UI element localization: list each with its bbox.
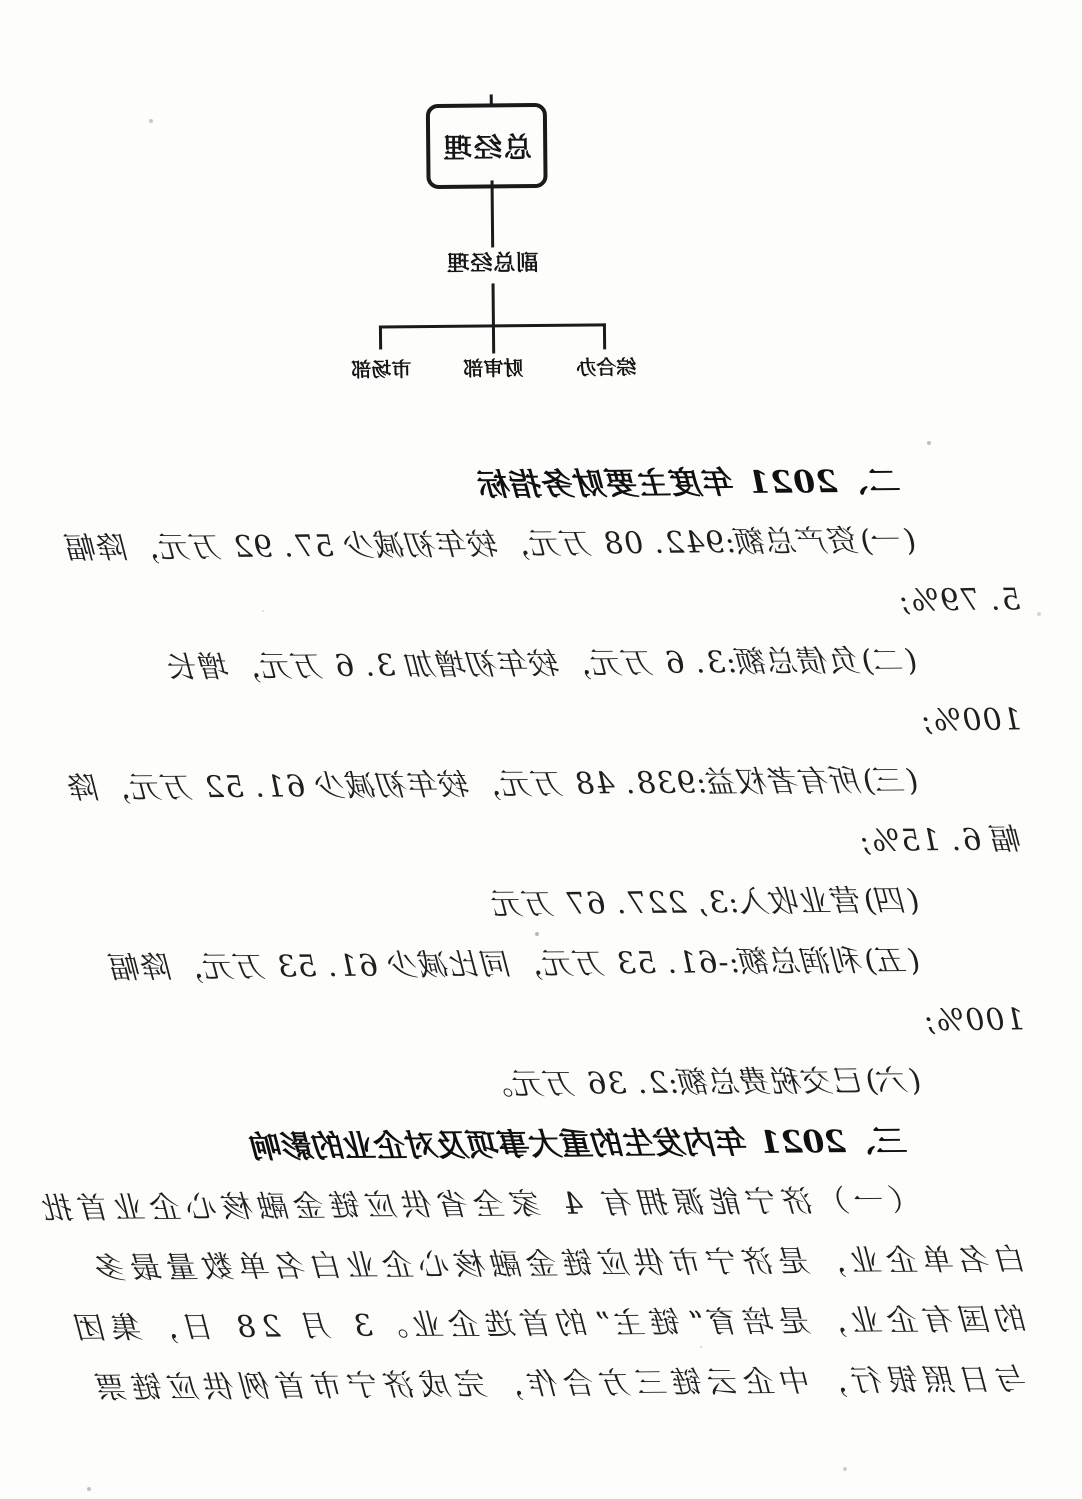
text-line-owners-equity-cont: 幅 6. 15%;	[859, 822, 1024, 859]
section-heading-financial-indicators: 二、2021 年度主要财务指标	[479, 463, 902, 504]
org-chart	[0, 0, 1079, 425]
org-node-dept-general-office: 综合办	[576, 355, 637, 380]
org-connector-right-drop	[379, 326, 382, 350]
org-connector-root-deputy	[491, 180, 495, 247]
text-line-total-liabilities-cont: 100%;	[920, 702, 1022, 739]
org-node-general-manager-label: 总经理	[441, 130, 532, 165]
text-line-total-profit: (五)利润总额:-61. 53 万元，同比减少 61. 53 万元，降幅	[110, 943, 921, 987]
text-line-total-assets-cont: 5. 79%;	[898, 582, 1021, 619]
text-line-major-event-4: 与日照银行，中企云链三方合作，完成济宁市首例供应链票	[91, 1362, 1029, 1407]
org-node-general-manager	[426, 103, 548, 189]
text-line-owners-equity: (三)所有者权益:938. 48 万元，较年初减少 61. 52 万元，降	[69, 763, 919, 807]
text-line-major-event-2: 白名单企业，是济宁市供应链金融核心企业白名单数量最多	[90, 1242, 1028, 1287]
text-line-major-event-1: （一）济宁能源拥有 4 家全省供应链金融核心企业首批	[38, 1183, 923, 1227]
text-line-taxes-paid: (六)已交税费总额:2. 36 万元。	[482, 1063, 922, 1103]
text-line-total-assets: (一)资产总额:942. 08 万元，较年初减少 57. 92 万元，降幅	[66, 523, 917, 567]
org-connector-left-drop	[603, 323, 606, 349]
org-connector-deputy-depts	[492, 283, 495, 327]
text-line-major-event-3: 的国有企业，是培育“链主”的首选企业。3 月 28 日，集团	[70, 1302, 1028, 1347]
org-connector-middle-drop	[492, 324, 495, 353]
org-node-deputy-general-manager: 副总经理	[446, 250, 539, 277]
org-node-dept-marketing: 市场部	[351, 357, 412, 382]
scan-dust-specks	[0, 0, 2, 2]
section-heading-major-events: 三、2021 年内发生的重大事项及对企业的影响	[252, 1123, 908, 1166]
text-line-total-liabilities: (二)负债总额:3. 6 万元，较年初增加 3. 6 万元，增长	[168, 643, 918, 686]
text-line-total-profit-cont: 100%;	[923, 1002, 1025, 1039]
org-node-dept-finance-audit: 财审部	[463, 356, 524, 381]
text-line-operating-revenue: (四)营业收入:3, 227. 67 万元	[492, 883, 920, 923]
document-text	[39, 450, 1028, 1419]
